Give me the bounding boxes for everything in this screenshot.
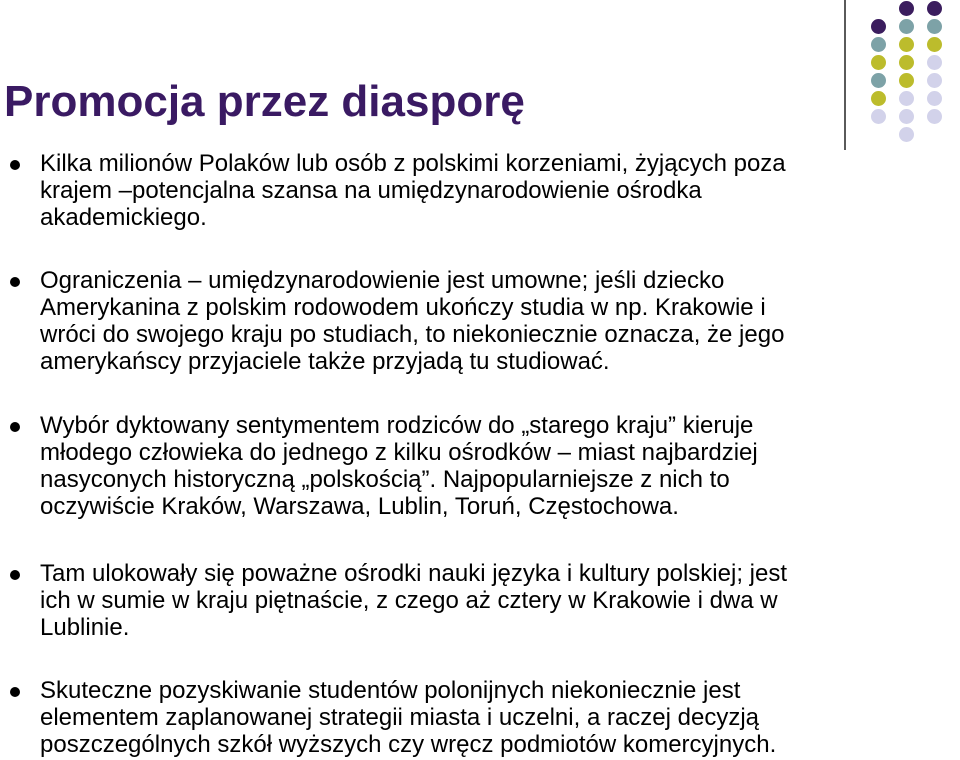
bullet-text: Wybór dyktowany sentymentem rodziców do „starego kraju” kieruje młodego człowieka do jednego z kilku ośrodków – miast najbardziej nasyconych historyczną „polskością”. Najpopularniejsze z nich to oczywiście Kraków, Warszawa, Lublin, Toruń, Częstochowa. — [40, 412, 758, 520]
decorative-dot — [899, 91, 914, 106]
bullet-text: Kilka milionów Polaków lub osób z polskimi korzeniami, żyjących poza krajem –potencjalna szansa na umiędzynarodowienie ośrodka akademickiego. — [40, 150, 786, 231]
bullet-text: Skuteczne pozyskiwanie studentów polonijnych niekoniecznie jest elementem zaplanowanej strategii miasta i uczelni, a raczej decyzją poszczególnych szkół wyższych czy wręcz podmiotów komercyjnych. — [40, 677, 777, 758]
decorative-dot — [899, 73, 914, 88]
decorative-dot — [871, 55, 886, 70]
bullet-text: Ograniczenia – umiędzynarodowienie jest umowne; jeśli dziecko Amerykanina z polskim rodowodem ukończy studia w np. Krakowie i wróci do swojego kraju po studiach, to niekoniecznie oznacza, że jego amerykańscy przyjaciele także przyjadą tu studiować. — [40, 267, 785, 375]
decorative-dot — [927, 19, 942, 34]
decorative-dot — [899, 109, 914, 124]
decorative-dot — [927, 37, 942, 52]
bullet-dot-icon — [10, 160, 20, 170]
slide-title: Promocja przez diasporę — [4, 77, 525, 126]
decorative-dot — [899, 127, 914, 142]
decorative-dot — [871, 109, 886, 124]
decorative-dot — [899, 1, 914, 16]
decorative-dot — [871, 37, 886, 52]
decorative-dot — [899, 55, 914, 70]
decorative-vertical-line — [844, 0, 846, 150]
bullet-dot-icon — [10, 570, 20, 580]
decorative-dot — [871, 91, 886, 106]
decorative-dot — [899, 37, 914, 52]
decorative-dot — [871, 19, 886, 34]
bullet-text: Tam ulokowały się poważne ośrodki nauki języka i kultury polskiej; jest ich w sumie w kraju piętnaście, z czego aż cztery w Krakowie i dwa w Lublinie. — [40, 560, 787, 641]
decorative-dot — [927, 73, 942, 88]
bullet-dot-icon — [10, 687, 20, 697]
decorative-dot — [927, 91, 942, 106]
decorative-dot — [927, 1, 942, 16]
decorative-dot — [899, 19, 914, 34]
decorative-dot — [927, 109, 942, 124]
bullet-dot-icon — [10, 422, 20, 432]
bullet-dot-icon — [10, 277, 20, 287]
decorative-dot — [927, 55, 942, 70]
decorative-dot — [871, 73, 886, 88]
